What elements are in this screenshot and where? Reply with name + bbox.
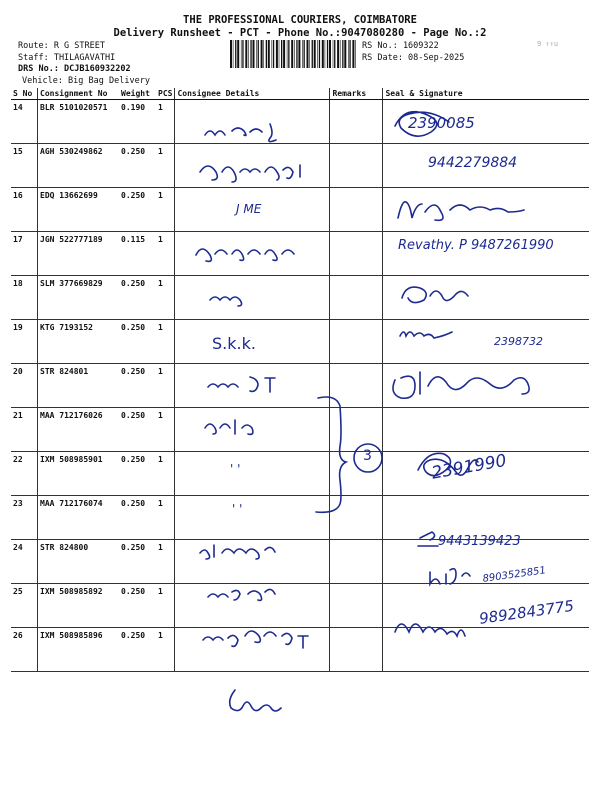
faint-mark: 9 ↑↑u [537,40,559,48]
row-consignee-details [175,496,330,540]
row-pcs: 1 [156,452,175,496]
row-sno: 17 [11,232,38,276]
row-consignee-details [175,276,330,320]
row-remarks [330,628,383,672]
row-pcs: 1 [156,364,175,408]
row-sno: 19 [11,320,38,364]
barcode-image [230,40,356,68]
row-pcs: 1 [156,232,175,276]
row-remarks [330,584,383,628]
row-pcs: 1 [156,320,175,364]
ditto-mark-22: ' ' [230,462,241,476]
drs-label: DRS No.: DCJB160932202 [18,64,131,74]
row-remarks [330,232,383,276]
row-consignee-details [175,100,330,144]
row-remarks [330,364,383,408]
col-weight: Weight [119,88,156,100]
row-signature [383,364,589,408]
row-sno: 26 [11,628,38,672]
row-weight: 0.250 [119,628,156,672]
col-pcs: PCS [156,88,175,100]
handwritten-name-19: S.k.k. [212,334,256,353]
row-weight: 0.250 [119,364,156,408]
handwritten-number-22: 2391990 [430,450,509,484]
row-consignment: MAA 712176074 [38,496,120,540]
row-consignment: STR 824800 [38,540,120,584]
handwritten-number-26: 9892843775 [478,596,576,628]
vehicle-label: Vehicle: Big Bag Delivery [22,75,150,86]
row-remarks [330,452,383,496]
row-sno: 24 [11,540,38,584]
bottom-initial [230,690,281,711]
table-row [11,188,589,232]
row-consignee-details [175,232,330,276]
meta-left [18,41,150,87]
row-pcs: 1 [156,188,175,232]
row-weight: 0.250 [119,584,156,628]
row-consignee-details [175,144,330,188]
rs-number: RS No.: 1609322 [362,41,439,51]
row-remarks [330,320,383,364]
row-remarks [330,540,383,584]
row-consignment: STR 824801 [38,364,120,408]
table-row [11,100,589,144]
rs-date: RS Date: 08-Sep-2025 [362,52,465,63]
handwritten-number-24: 9443139423 [438,534,521,549]
page-subtitle: Delivery Runsheet - PCT - Phone No.:9047080280 - Page No.:2 [113,27,487,39]
handwritten-number-19: 2398732 [494,335,543,348]
route-label: Route: R G STREET [18,41,105,51]
row-sno: 20 [11,364,38,408]
row-remarks [330,144,383,188]
row-pcs: 1 [156,584,175,628]
col-sno: S No [11,88,38,100]
row-consignment: SLM 377669829 [38,276,120,320]
row-consignee-details [175,628,330,672]
row-consignee-details [175,452,330,496]
row-consignee-details [175,584,330,628]
row-consignment: EDQ 13662699 [38,188,120,232]
row-pcs: 1 [156,276,175,320]
row-consignment: IXM 508985896 [38,628,120,672]
table-row [11,276,589,320]
table-row [11,628,589,672]
row-consignment: BLR 5101020571 [38,100,120,144]
row-sno: 21 [11,408,38,452]
row-signature [383,496,589,540]
row-consignment: MAA 712176026 [38,408,120,452]
row-consignee-details [175,540,330,584]
row-consignment: KTG 7193152 [38,320,120,364]
col-consignment: Consignment No [38,88,120,100]
row-pcs: 1 [156,540,175,584]
row-remarks [330,408,383,452]
row-sno: 16 [11,188,38,232]
row-consignee-details [175,364,330,408]
row-signature [383,188,589,232]
row-weight: 0.250 [119,320,156,364]
table-row [11,408,589,452]
row-sno: 22 [11,452,38,496]
row-pcs: 1 [156,628,175,672]
row-sno: 14 [11,100,38,144]
row-weight: 0.250 [119,188,156,232]
row-signature [383,276,589,320]
row-pcs: 1 [156,144,175,188]
row-weight: 0.115 [119,232,156,276]
ditto-mark-23: ' ' [232,502,243,516]
row-signature [383,320,589,364]
row-pcs: 1 [156,496,175,540]
handwritten-name-17: Revathy. P 9487261990 [398,238,554,253]
row-remarks [330,100,383,144]
row-weight: 0.250 [119,276,156,320]
row-sno: 18 [11,276,38,320]
handwritten-number-15: 9442279884 [428,155,518,171]
row-pcs: 1 [156,408,175,452]
row-remarks [330,496,383,540]
row-consignee-details [175,408,330,452]
row-consignment: IXM 508985892 [38,584,120,628]
row-weight: 0.250 [119,408,156,452]
row-weight: 0.250 [119,540,156,584]
row-signature [383,628,589,672]
row-sno: 25 [11,584,38,628]
table-row [11,364,589,408]
table-header-row [11,88,589,100]
col-signature: Seal & Signature [383,88,589,100]
handwritten-number-14: 2390085 [408,114,475,132]
row-signature [383,408,589,452]
col-remarks: Remarks [330,88,383,100]
row-weight: 0.190 [119,100,156,144]
row-remarks [330,188,383,232]
meta-right [362,41,464,64]
row-consignment: JGN 522777189 [38,232,120,276]
handwritten-name-16: J ME [236,202,262,216]
row-weight: 0.250 [119,452,156,496]
handwritten-count: 3 [363,448,372,464]
row-consignment: AGH 530249862 [38,144,120,188]
page-title: THE PROFESSIONAL COURIERS, COIMBATORE [183,14,417,26]
runsheet-table [11,88,589,672]
row-sno: 23 [11,496,38,540]
col-details: Consignee Details [175,88,330,100]
row-consignment: IXM 508985901 [38,452,120,496]
row-pcs: 1 [156,100,175,144]
row-weight: 0.250 [119,496,156,540]
row-weight: 0.250 [119,144,156,188]
handwritten-number-25: 8903525851 [482,565,547,585]
row-remarks [330,276,383,320]
staff-label: Staff: THILAGAVATHI [18,52,116,63]
row-sno: 15 [11,144,38,188]
table-row [11,496,589,540]
